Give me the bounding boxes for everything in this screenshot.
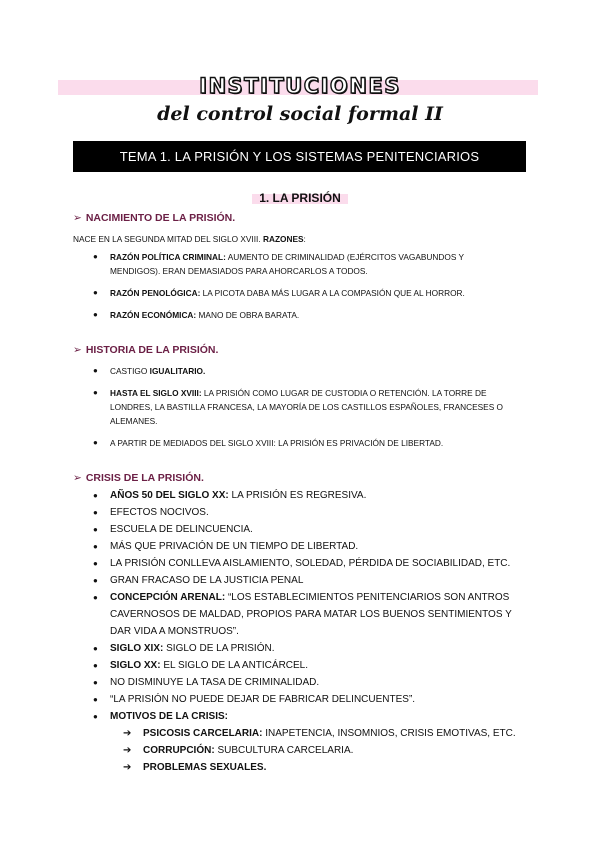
list-item: ● SIGLO XIX: SIGLO DE LA PRISIÓN. bbox=[93, 640, 518, 657]
bullet-icon: ● bbox=[93, 310, 98, 319]
bullet-icon: ● bbox=[93, 576, 98, 585]
section-title: 1. LA PRISIÓN bbox=[259, 191, 341, 205]
bullet-icon: ● bbox=[93, 252, 98, 261]
bullet-icon: ● bbox=[93, 366, 98, 375]
document-subtitle: del control social formal II bbox=[157, 103, 443, 125]
heading-nacimiento: ➢ NACIMIENTO DE LA PRISIÓN. bbox=[73, 212, 236, 224]
arrowhead-icon: ➢ bbox=[73, 344, 82, 356]
bullet-icon: ● bbox=[93, 288, 98, 297]
list-item: ● GRAN FRACASO DE LA JUSTICIA PENAL bbox=[93, 572, 518, 589]
bullet-icon: ● bbox=[93, 712, 98, 721]
arrow-right-icon: ➔ bbox=[123, 728, 132, 739]
list-item: ● LA PRISIÓN CONLLEVA AISLAMIENTO, SOLEDAD, PÉRDIDA DE SOCIABILIDAD, ETC. bbox=[93, 555, 518, 572]
list-item: ● ESCUELA DE DELINCUENCIA. bbox=[93, 521, 518, 538]
bullet-icon: ● bbox=[93, 695, 98, 704]
sub-list-item: ➔ PROBLEMAS SEXUALES. bbox=[123, 759, 518, 776]
tema-banner bbox=[73, 141, 526, 172]
list-item: ● RAZÓN PENOLÓGICA: LA PICOTA DABA MÁS LUGAR A LA COMPASIÓN QUE AL HORROR. bbox=[93, 288, 465, 298]
list-item: ● MÁS QUE PRIVACIÓN DE UN TIEMPO DE LIBERTAD. bbox=[93, 538, 518, 555]
bullet-icon: ● bbox=[93, 388, 98, 397]
arrowhead-icon: ➢ bbox=[73, 472, 82, 484]
sub-list-item: ➔ PSICOSIS CARCELARIA: INAPETENCIA, INSOMNIOS, CRISIS EMOTIVAS, ETC. bbox=[123, 725, 518, 742]
nacimiento-list bbox=[93, 250, 513, 322]
bullet-icon: ● bbox=[93, 644, 98, 653]
bullet-icon: ● bbox=[93, 525, 98, 534]
bullet-icon: ● bbox=[93, 661, 98, 670]
arrow-right-icon: ➔ bbox=[123, 762, 132, 773]
list-item: ● A PARTIR DE MEDIADOS DEL SIGLO XVIII: LA PRISIÓN ES PRIVACIÓN DE LIBERTAD. bbox=[93, 438, 444, 448]
list-item: ● CONCEPCIÓN ARENAL: “LOS ESTABLECIMIENTOS PENITENCIARIOS SON ANTROS CAVERNOSOS DE MALDAD, PROPIOS PARA MATAR LOS BUENOS SENTIMIENTOS Y DAR VIDA A MONSTRUOS”. bbox=[93, 589, 518, 640]
document-title: INSTITUCIONES bbox=[199, 74, 401, 98]
bullet-icon: ● bbox=[93, 593, 98, 602]
list-item: ● MOTIVOS DE LA CRISIS: bbox=[93, 708, 518, 725]
list-item: ● AÑOS 50 DEL SIGLO XX: LA PRISIÓN ES REGRESIVA. bbox=[93, 487, 518, 504]
list-item: ● EFECTOS NOCIVOS. bbox=[93, 504, 518, 521]
bullet-icon: ● bbox=[93, 542, 98, 551]
list-item: ● RAZÓN POLÍTICA CRIMINAL: AUMENTO DE CRIMINALIDAD (EJÉRCITOS VAGABUNDOS Y MENDIGOS). ERAN DEMASIADOS PARA AHORCARLOS A TODOS. bbox=[93, 252, 464, 276]
tema-title: TEMA 1. LA PRISIÓN Y LOS SISTEMAS PENITENCIARIOS bbox=[119, 149, 480, 164]
heading-crisis: ➢ CRISIS DE LA PRISIÓN. bbox=[73, 472, 204, 484]
bullet-icon: ● bbox=[93, 508, 98, 517]
arrowhead-icon: ➢ bbox=[73, 212, 82, 224]
list-item: ● RAZÓN ECONÓMICA: MANO DE OBRA BARATA. bbox=[93, 310, 300, 320]
list-item: ● NO DISMINUYE LA TASA DE CRIMINALIDAD. bbox=[93, 674, 518, 691]
bullet-icon: ● bbox=[93, 678, 98, 687]
list-item: ● “LA PRISIÓN NO PUEDE DEJAR DE FABRICAR DELINCUENTES”. bbox=[93, 691, 518, 708]
heading-historia: ➢ HISTORIA DE LA PRISIÓN. bbox=[73, 344, 219, 356]
list-item: ● CASTIGO IGUALITARIO. bbox=[93, 366, 206, 376]
list-item: ● HASTA EL SIGLO XVIII: LA PRISIÓN COMO LUGAR DE CUSTODIA O RETENCIÓN. LA TORRE DE LONDRES, LA BASTILLA FRANCESA, LA MAYORÍA DE LOS CASTILLOS ESPAÑOLES, FRANCESES O ALEMANES. bbox=[93, 388, 504, 426]
nacimiento-intro: NACE EN LA SEGUNDA MITAD DEL SIGLO XVIII. RAZONES: bbox=[73, 234, 306, 244]
historia-list bbox=[93, 364, 523, 450]
sub-list-item: ➔ CORRUPCIÓN: SUBCULTURA CARCELARIA. bbox=[123, 742, 518, 759]
bullet-icon: ● bbox=[93, 491, 98, 500]
crisis-list bbox=[93, 487, 518, 776]
bullet-icon: ● bbox=[93, 438, 98, 447]
bullet-icon: ● bbox=[93, 559, 98, 568]
list-item: ● SIGLO XX: EL SIGLO DE LA ANTICÁRCEL. bbox=[93, 657, 518, 674]
arrow-right-icon: ➔ bbox=[123, 745, 132, 756]
